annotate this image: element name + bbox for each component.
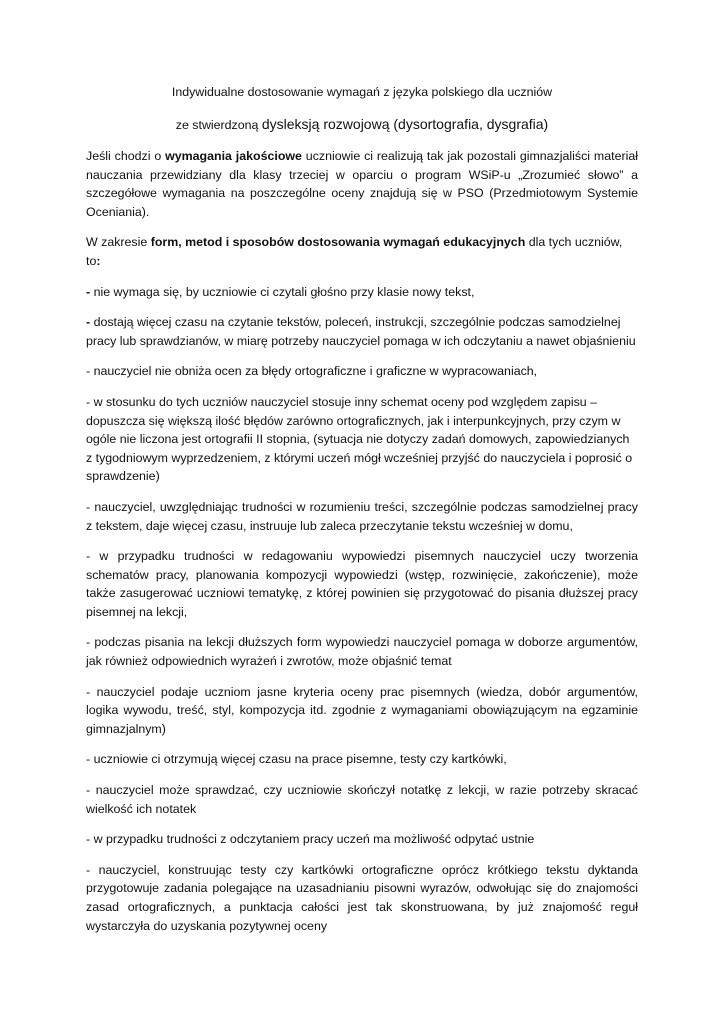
list-item-longer-forms: - podczas pisania na lekcji dłuższych form wypowiedzi nauczyciel pomaga w doborze argumentów, jak również odpowiednich wyrażeń i zwrotów, może objaśnić temat [86,635,638,669]
p2-text-after: dla tych uczniów, to [86,235,623,268]
p1-text-before: Jeśli chodzi o [86,149,166,163]
p3-dash: - [86,284,91,299]
list-item-grading-scheme: - w stosunku do tych uczniów nauczyciel stosuje inny schemat oceny pod względem zapisu – dopuszcza się większą ilość błędów zarówno ortograficznych, jak i interpunkcyjnych, przy czym w ogóle nie liczona jest ortografii II stopnia, (sytuacja nie dotyczy zadań domowych, zapowiedzianych z tygodniowym wyprzedzeniem, z którymi uczeń mógł wcześniej przyjść do nauczyciela i poprosić o sprawdzenie) [86,394,633,484]
paragraph-quality-requirements [86,147,638,221]
list-item-oral-answer: - w przypadku trudności z odczytaniem pracy uczeń ma możliwość odpytać ustnie [86,832,535,847]
list-item-notes: - nauczyciel może sprawdzać, czy uczniowie skończył notatkę z lekcji, w razie potrzeby skracać wielkość ich notatek [86,783,638,816]
document-subtitle [86,116,638,133]
list-item-comprehension: - nauczyciel, uwzględniając trudności w rozumieniu treści, szczególnie podczas samodzielnej pracy z tekstem, daje więcej czasu, instruuje lub zaleca przeczytanie tekstu wcześniej w domu, [86,499,638,533]
p2-text-before: W zakresie [86,235,151,250]
list-item-writing-difficulties: - w przypadku trudności w redagowaniu wypowiedzi pisemnych nauczyciel uczy tworzenia schematów pracy, planowania kompozycji wypowiedzi (wstęp, rozwinięcie, zakończenie), może także zasugerować uczniowi tematykę, z której powinien się przygotować do pisania dłuższej pracy pisemnej na lekcji, [86,549,638,619]
subtitle-prefix: ze stwierdzoną [175,118,262,132]
p2-bold: form, metod i sposobów dostosowania wymagań edukacyjnych [150,235,526,250]
list-item-reading-aloud [86,283,638,302]
p1-bold: wymagania jakościowe [165,149,302,163]
subtitle-main: dysleksją rozwojową (dysortografia, dysgrafia) [261,116,549,132]
p1-text-after: uczniowie ci realizują tak jak pozostali gimnazjaliści materiał nauczania przewidziany dla klasy trzeciej w oparciu o program WSiP-u „Zrozumieć słowo” a szczegółowe wymagania na poszczególne oceny znajdują się w PSO (Przedmiotowym Systemie Oceniania). [86,149,638,219]
p4-text: dostają więcej czasu na czytanie tekstów, poleceń, instrukcji, szczególnie podczas samodzielnej pracy lub sprawdzianów, w miarę potrzeby nauczyciel pomaga w ich odczytaniu a nawet objaśnieniu [86,315,636,348]
list-item-no-grade-lowering: - nauczyciel nie obniża ocen za błędy ortograficzne i graficzne w wypracowaniach, [86,364,538,379]
p2-colon: : [96,253,101,268]
p4-dash: - [86,315,91,330]
list-item-spelling-tests: - nauczyciel, konstruując testy czy kartkówki ortograficzne oprócz krótkiego tekstu dyktanda przygotowuje zadania polegające na uzasadnianiu pisowni wyrazów, odwołując się do znajomości zasad ortograficznych, a punktacja całości jest tak skonstruowana, by już znajomość reguł wystarczyła do uzyskania pozytywnej oceny [86,862,638,933]
paragraph-forms-methods [86,233,638,270]
list-item-more-time-reading [86,313,638,350]
document-page [86,84,638,935]
p3-text: nie wymaga się, by uczniowie ci czytali głośno przy klasie nowy tekst, [90,284,475,299]
document-title: Indywidualne dostosowanie wymagań z języka polskiego dla uczniów [171,85,553,99]
list-item-more-time-tests: - uczniowie ci otrzymują więcej czasu na prace pisemne, testy czy kartkówki, [86,752,507,767]
list-item-criteria: - nauczyciel podaje uczniom jasne kryteria oceny prac pisemnych (wiedza, dobór argumentów, logika wywodu, treść, styl, kompozycja itd. zgodnie z wymaganiami obowiązującym na egzaminie gimnazjalnym) [86,684,638,736]
